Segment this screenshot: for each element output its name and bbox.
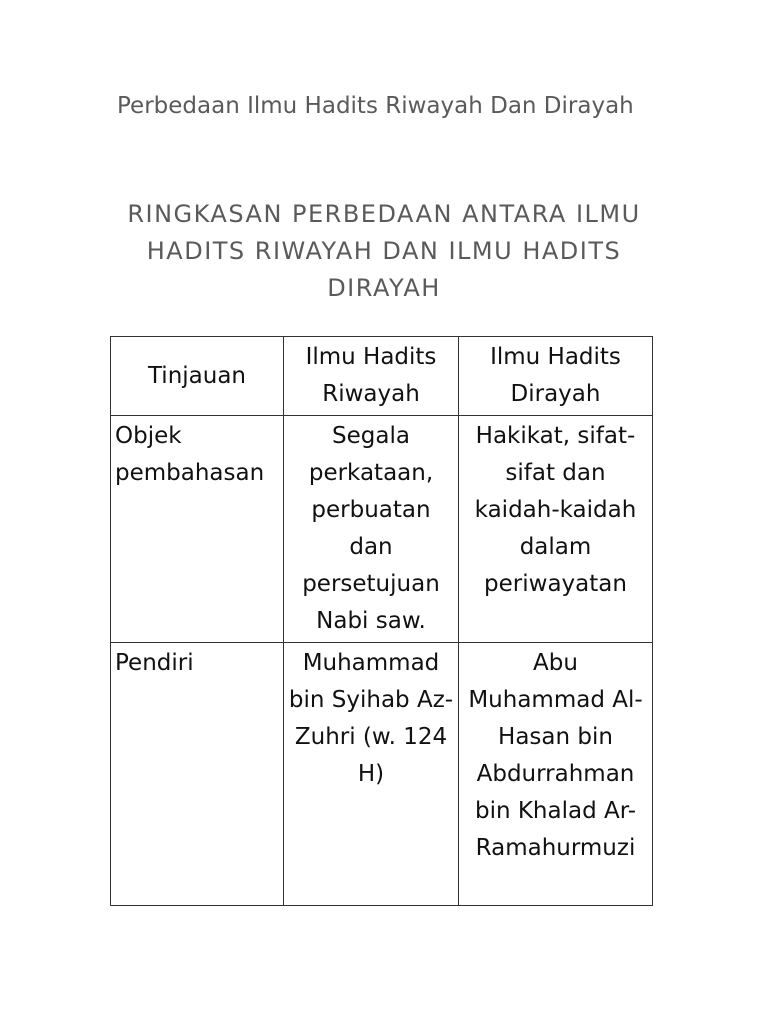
header-tinjauan: Tinjauan <box>111 337 284 416</box>
cell-dirayah-objek: Hakikat, sifat-sifat dan kaidah-kaidah dalam periwayatan <box>459 416 653 643</box>
row-label-objek-pembahasan: Objek pembahasan <box>111 416 284 643</box>
header-ilmu-hadits-riwayah: Ilmu Hadits Riwayah <box>284 337 459 416</box>
comparison-table <box>110 336 653 906</box>
table-row <box>111 643 653 906</box>
summary-heading: RINGKASAN PERBEDAAN ANTARA ILMU HADITS RIWAYAH DAN ILMU HADITS DIRAYAH <box>127 200 641 302</box>
cell-riwayah-pendiri: Muhammad bin Syihab Az-Zuhri (w. 124 H) <box>284 643 459 906</box>
cell-dirayah-pendiri: Abu Muhammad Al-Hasan bin Abdurrahman bin Khalad Ar-Ramahurmuzi <box>459 643 653 906</box>
header-ilmu-hadits-dirayah: Ilmu Hadits Dirayah <box>459 337 653 416</box>
document-title: Perbedaan Ilmu Hadits Riwayah Dan Dirayah <box>117 93 634 119</box>
table-row <box>111 416 653 643</box>
cell-riwayah-objek: Segala perkataan, perbuatan dan persetujuan Nabi saw. <box>284 416 459 643</box>
row-label-pendiri: Pendiri <box>111 643 284 906</box>
table-header-row <box>111 337 653 416</box>
